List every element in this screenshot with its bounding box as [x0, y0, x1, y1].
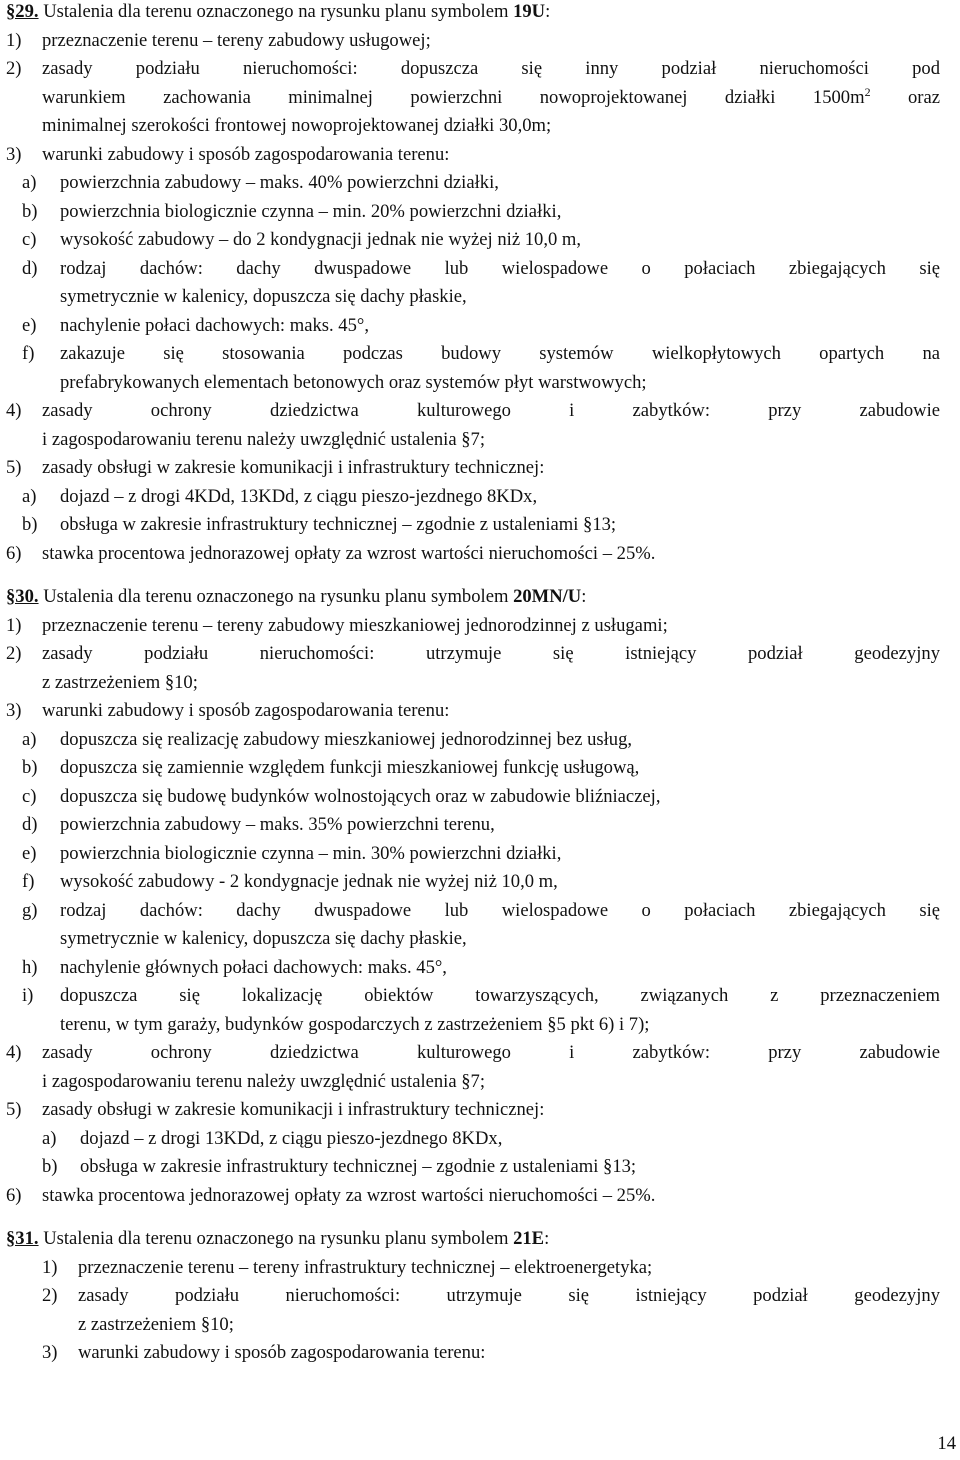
list-item	[6, 1096, 940, 1125]
list-item-text: nachylenie głównych połaci dachowych: maks. 45°,	[60, 956, 447, 978]
list-marker: d)	[22, 257, 38, 279]
section-heading-text: Ustalenia dla terenu oznaczonego na rysunku planu symbolem	[38, 1, 514, 22]
list-item	[6, 84, 940, 113]
list-marker: 1)	[42, 1256, 58, 1278]
list-item	[6, 426, 940, 455]
list-item-text: obsługa w zakresie infrastruktury technicznej – zgodnie z ustaleniami §13;	[60, 514, 617, 535]
page-number: 14	[937, 1432, 956, 1454]
list-item-text: zasady podziału nieruchomości: dopuszcza się inny podział nieruchomości pod	[42, 58, 940, 79]
list-item	[6, 540, 940, 569]
list-marker: 2)	[6, 643, 22, 664]
section-heading-text: Ustalenia dla terenu oznaczonego na rysunku planu symbolem	[38, 1228, 514, 1249]
list-item-text: minimalnej szerokości frontowej nowoprojektowanej działki 30,0m;	[42, 115, 552, 136]
list-marker: 3)	[6, 143, 22, 165]
list-item	[6, 369, 940, 398]
list-item	[6, 1039, 940, 1068]
list-item-text: stawka procentowa jednorazowej opłaty za wzrost wartości nieruchomości – 25%.	[42, 542, 656, 564]
list-item	[6, 612, 940, 641]
list-item	[6, 925, 940, 954]
list-item-text: przeznaczenie terenu – tereny zabudowy usługowej;	[42, 29, 431, 51]
list-marker: 2)	[6, 58, 22, 79]
list-marker: 1)	[6, 29, 22, 51]
list-item-text: z zastrzeżeniem §10;	[78, 1313, 234, 1335]
list-item-text: powierzchnia biologicznie czynna – min. 30% powierzchni działki,	[60, 842, 562, 864]
list-marker: 5)	[6, 1099, 22, 1120]
section-heading-text: Ustalenia dla terenu oznaczonego na rysunku planu symbolem	[38, 586, 514, 607]
list-item-text: zakazuje się stosowania podczas budowy systemów wielkopłytowych opartych na	[60, 343, 940, 364]
list-marker: c)	[22, 785, 37, 807]
list-item	[6, 483, 940, 512]
list-item-text: warunkiem zachowania minimalnej powierzchni nowoprojektowanej działki 1500m	[42, 86, 865, 108]
list-item	[6, 726, 940, 755]
list-marker: c)	[22, 229, 37, 250]
list-marker: 4)	[6, 1042, 22, 1063]
list-item-text: powierzchnia biologicznie czynna – min. 20% powierzchni działki,	[60, 200, 562, 222]
list-marker: b)	[22, 200, 38, 222]
section-number: §31.	[6, 1228, 39, 1249]
list-item-text: symetrycznie w kalenicy, dopuszcza się dachy płaskie,	[60, 928, 467, 949]
list-item	[6, 1068, 940, 1097]
list-item-text: zasady ochrony dziedzictwa kulturowego i zabytków: przy zabudowie	[42, 1042, 940, 1063]
list-marker: 4)	[6, 400, 22, 421]
list-item-text: warunki zabudowy i sposób zagospodarowania terenu:	[42, 700, 450, 721]
list-marker: 3)	[42, 1342, 58, 1363]
list-item-text: warunki zabudowy i sposób zagospodarowania terenu:	[42, 143, 450, 165]
list-marker: d)	[22, 814, 38, 835]
superscript: 2	[864, 84, 871, 99]
list-item	[6, 198, 940, 227]
list-item	[6, 954, 940, 983]
list-marker: a)	[42, 1127, 57, 1149]
list-item-text: zasady obsługi w zakresie komunikacji i infrastruktury technicznej:	[42, 457, 545, 478]
list-item	[6, 897, 940, 926]
list-item	[6, 1011, 940, 1040]
list-marker: 1)	[6, 614, 22, 636]
list-item	[6, 1339, 940, 1368]
list-item	[6, 312, 940, 341]
list-item-text: dopuszcza się zamiennie względem funkcji mieszkaniowej funkcję usługową,	[60, 757, 640, 778]
list-marker: f)	[22, 343, 35, 364]
list-item	[6, 55, 940, 84]
list-item	[6, 169, 940, 198]
list-item-text: przeznaczenie terenu – tereny infrastruktury technicznej – elektroenergetyka;	[78, 1256, 653, 1278]
list-item-text-end: oraz	[870, 86, 940, 108]
list-item-text: prefabrykowanych elementach betonowych oraz systemów płyt warstwowych;	[60, 371, 647, 393]
section-heading	[6, 1225, 940, 1254]
list-item	[6, 669, 940, 698]
list-item	[6, 640, 940, 669]
section-number: §29.	[6, 1, 39, 22]
area-symbol: 19U	[513, 1, 546, 22]
list-item	[6, 1254, 940, 1283]
area-symbol: 20MN/U	[513, 586, 582, 607]
list-item-text: stawka procentowa jednorazowej opłaty za wzrost wartości nieruchomości – 25%.	[42, 1184, 656, 1206]
list-item	[6, 982, 940, 1011]
list-item	[6, 811, 940, 840]
section-heading-end: :	[581, 586, 587, 607]
section-heading	[6, 583, 940, 612]
list-item	[6, 1182, 940, 1211]
list-item-text: dojazd – z drogi 4KDd, 13KDd, z ciągu pieszo-jezdnego 8KDx,	[60, 485, 538, 507]
list-item	[6, 141, 940, 170]
list-item	[6, 255, 940, 284]
list-item	[6, 868, 940, 897]
list-marker: 3)	[6, 700, 22, 721]
list-item	[6, 112, 940, 141]
list-marker: f)	[22, 871, 35, 892]
list-item	[6, 840, 940, 869]
list-item-text: powierzchnia zabudowy – maks. 40% powierzchni działki,	[60, 172, 499, 193]
list-item	[6, 454, 940, 483]
section-number: §30.	[6, 586, 39, 607]
list-marker: b)	[42, 1156, 58, 1177]
list-marker: h)	[22, 956, 38, 978]
list-item-text: rodzaj dachów: dachy dwuspadowe lub wielospadowe o połaciach zbiegających się	[60, 257, 940, 279]
list-item	[6, 697, 940, 726]
list-item-text: terenu, w tym garaży, budynków gospodarczych z zastrzeżeniem §5 pkt 6) i 7);	[60, 1013, 650, 1035]
list-item-text: wysokość zabudowy - 2 kondygnacje jednak nie wyżej niż 10,0 m,	[60, 871, 558, 892]
list-item-text: zasady ochrony dziedzictwa kulturowego i zabytków: przy zabudowie	[42, 400, 940, 421]
list-item	[6, 511, 940, 540]
list-item	[6, 1282, 940, 1311]
list-marker: a)	[22, 172, 37, 193]
list-marker: i)	[22, 985, 34, 1006]
list-item-text: powierzchnia zabudowy – maks. 35% powierzchni terenu,	[60, 814, 495, 835]
list-item	[6, 1125, 940, 1154]
list-item-text: dopuszcza się lokalizację obiektów towarzyszących, związanych z przeznaczeniem	[60, 985, 940, 1006]
list-item	[6, 754, 940, 783]
list-item-text: i zagospodarowaniu terenu należy uwzględnić ustalenia §7;	[42, 428, 485, 450]
list-marker: b)	[22, 757, 38, 778]
list-item-text: nachylenie połaci dachowych: maks. 45°,	[60, 314, 369, 336]
list-item-text: warunki zabudowy i sposób zagospodarowania terenu:	[78, 1342, 486, 1363]
list-marker: a)	[22, 485, 37, 507]
list-marker: g)	[22, 899, 38, 921]
section-heading	[6, 0, 940, 27]
list-item	[6, 783, 940, 812]
list-item-text: z zastrzeżeniem §10;	[42, 671, 198, 693]
list-item-text: dopuszcza się budowę budynków wolnostojących oraz w zabudowie bliźniaczej,	[60, 785, 661, 807]
list-item-text: symetrycznie w kalenicy, dopuszcza się dachy płaskie,	[60, 286, 467, 307]
list-item	[6, 1153, 940, 1182]
section-heading-end: :	[544, 1228, 550, 1249]
list-item-text: zasady podziału nieruchomości: utrzymuje się istniejący podział geodezyjny	[78, 1285, 940, 1306]
list-marker: e)	[22, 314, 37, 336]
list-item	[6, 283, 940, 312]
list-item	[6, 1311, 940, 1340]
list-item	[6, 397, 940, 426]
list-item-text: zasady obsługi w zakresie komunikacji i infrastruktury technicznej:	[42, 1099, 545, 1120]
list-item-text: dopuszcza się realizację zabudowy mieszkaniowej jednorodzinnej bez usług,	[60, 728, 633, 750]
list-marker: 6)	[6, 1184, 22, 1206]
list-marker: 6)	[6, 542, 22, 564]
document-page	[6, 0, 940, 1368]
list-marker: 2)	[42, 1285, 58, 1306]
list-item	[6, 27, 940, 56]
area-symbol: 21E	[513, 1228, 545, 1249]
list-item-text: dojazd – z drogi 13KDd, z ciągu pieszo-jezdnego 8KDx,	[80, 1127, 503, 1149]
list-marker: e)	[22, 842, 37, 864]
list-item	[6, 340, 940, 369]
list-marker: 5)	[6, 457, 22, 478]
list-item-text: rodzaj dachów: dachy dwuspadowe lub wielospadowe o połaciach zbiegających się	[60, 899, 940, 921]
list-item-text: obsługa w zakresie infrastruktury technicznej – zgodnie z ustaleniami §13;	[80, 1156, 637, 1177]
list-item-text: zasady podziału nieruchomości: utrzymuje się istniejący podział geodezyjny	[42, 643, 940, 664]
list-item-text: wysokość zabudowy – do 2 kondygnacji jednak nie wyżej niż 10,0 m,	[60, 229, 582, 250]
list-item	[6, 226, 940, 255]
list-marker: a)	[22, 728, 37, 750]
list-item-text: i zagospodarowaniu terenu należy uwzględnić ustalenia §7;	[42, 1070, 485, 1092]
list-marker: b)	[22, 514, 38, 535]
section-heading-end: :	[545, 1, 551, 22]
list-item-text: przeznaczenie terenu – tereny zabudowy mieszkaniowej jednorodzinnej z usługami;	[42, 614, 668, 636]
